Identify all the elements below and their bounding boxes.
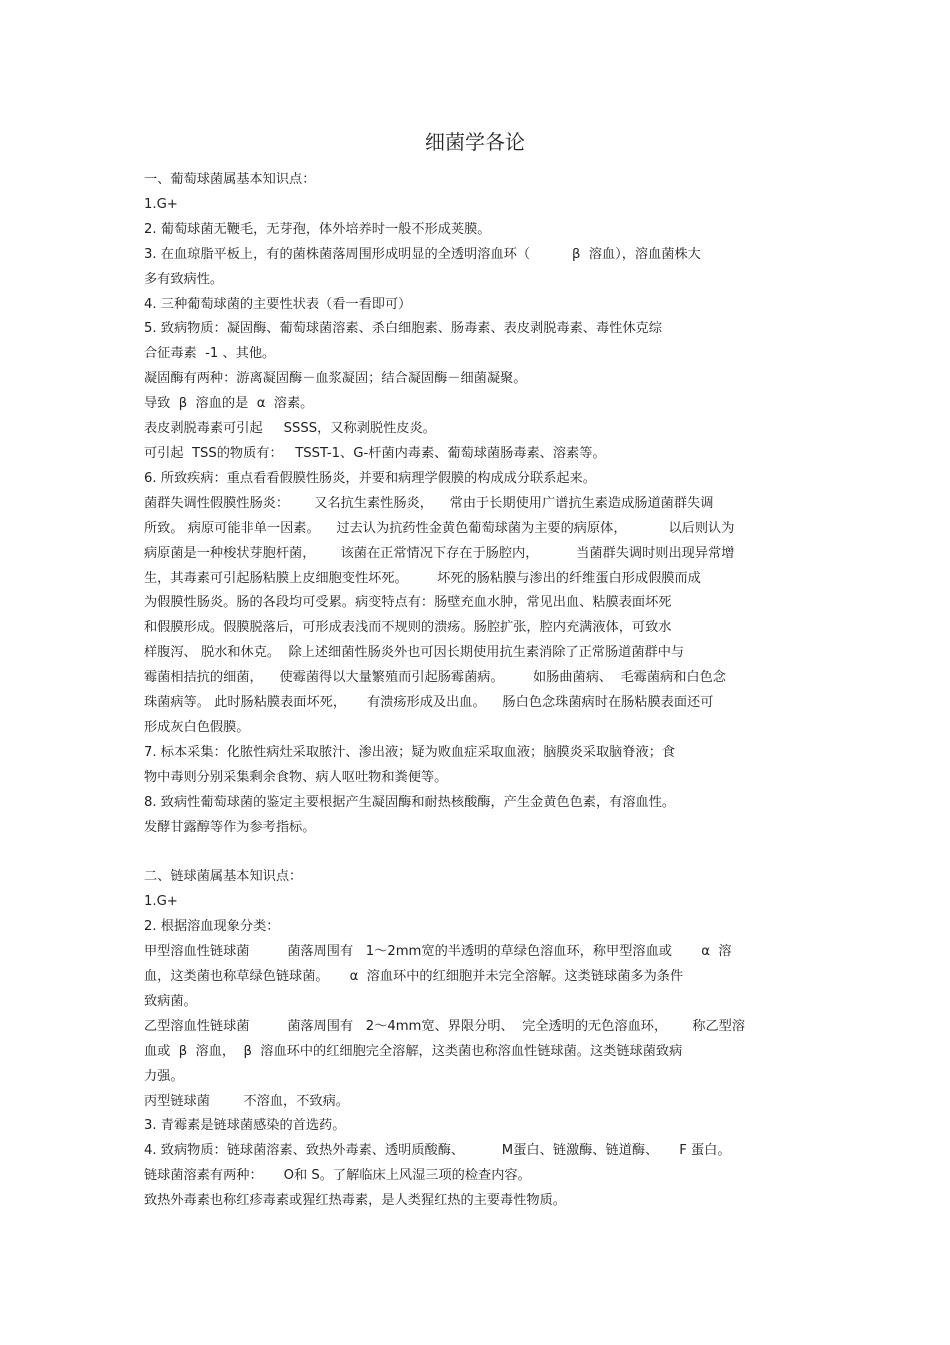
text-line: 样腹泻、 脱水和休克。 除上述细菌性肠炎外也可因长期使用抗生素消除了正常肠道菌群中与 xyxy=(144,645,685,661)
text-line: 一、葡萄球菌属基本知识点： xyxy=(144,172,316,187)
text-line: 7. 标本采集：化脓性病灶采取脓汁、渗出液；疑为败血症采取血液；脑膜炎采取脑脊液；食 xyxy=(144,744,676,760)
text-line: 形成灰白色假膜。 xyxy=(144,719,250,735)
text-line: 所致。 病原可能非单一因素。 过去认为抗药性金黄色葡萄球菌为主要的病原体， 以后则认为 xyxy=(144,520,735,536)
text-line: 4. 致病物质：链球菌溶素、致热外毒素、透明质酸酶、 M蛋白、链激酶、链道酶、 F 蛋白。 xyxy=(144,1143,731,1159)
text-line: 珠菌病等。 此时肠粘膜表面坏死， 有溃疡形成及出血。 肠白色念珠菌病时在肠粘膜表面还可 xyxy=(144,695,714,711)
document-title: 细菌学各论 xyxy=(425,130,525,154)
text-line: 甲型溶血性链球菌 菌落周围有 1～2mm宽的半透明的草绿色溶血环，称甲型溶血或 α 溶 xyxy=(144,944,732,960)
text-line: 3. 在血琼脂平板上，有的菌株菌落周围形成明显的全透明溶血环（ β 溶血），溶血菌株大 xyxy=(144,246,701,262)
text-line: 1.G+ xyxy=(144,894,178,910)
text-line: 发酵甘露醇等作为参考指标。 xyxy=(144,819,316,835)
text-line: 生，其毒素可引起肠粘膜上皮细胞变性坏死。 坏死的肠粘膜与渗出的纤维蛋白形成假膜而成 xyxy=(144,570,701,586)
text-line: 导致 β 溶血的是 α 溶素。 xyxy=(144,396,314,412)
text-line: 1.G+ xyxy=(144,196,178,212)
text-line: 物中毒则分别采集剩余食物、病人呕吐物和粪便等。 xyxy=(144,769,448,785)
text-line: 4. 三种葡萄球菌的主要性状表（看一看即可） xyxy=(144,296,412,312)
text-line: 6. 所致疾病：重点看看假膜性肠炎，并要和病理学假膜的构成成分联系起来。 xyxy=(144,470,596,486)
text-line: 病原菌是一种梭状芽胞杆菌， 该菌在正常情况下存在于肠腔内， 当菌群失调时则出现异常增 xyxy=(144,545,735,561)
blank-line xyxy=(144,840,809,865)
text-line: 乙型溶血性链球菌 菌落周围有 2～4mm宽、界限分明、 完全透明的无色溶血环， 称乙型溶 xyxy=(144,1018,746,1034)
text-line: 丙型链球菌 不溶血，不致病。 xyxy=(144,1093,349,1109)
text-line: 多有致病性。 xyxy=(144,271,224,287)
text-line: 8. 致病性葡萄球菌的鉴定主要根据产生凝固酶和耐热核酸酶，产生金黄色色素，有溶血性。 xyxy=(144,794,676,810)
text-line: 表皮剥脱毒素可引起 SSSS，又称剥脱性皮炎。 xyxy=(144,421,436,437)
text-line: 致热外毒素也称红疹毒素或猩红热毒素，是人类猩红热的主要毒性物质。 xyxy=(144,1193,566,1209)
document-body xyxy=(144,168,809,1214)
text-line: 血，这类菌也称草绿色链球菌。 α 溶血环中的红细胞并未完全溶解。这类链球菌多为条件 xyxy=(144,969,684,984)
text-line: 为假膜性肠炎。肠的各段均可受累。病变特点有：肠壁充血水肿，常见出血、粘膜表面坏死 xyxy=(144,595,672,611)
text-line: 霉菌相拮抗的细菌， 使霉菌得以大量繁殖而引起肠霉菌病。 如肠曲菌病、 毛霉菌病和白色念 xyxy=(144,670,726,686)
text-line: 2. 葡萄球菌无鞭毛，无芽孢，体外培养时一般不形成荚膜。 xyxy=(144,221,491,237)
text-line: 二、链球菌属基本知识点： xyxy=(144,869,303,885)
text-line: 致病菌。 xyxy=(144,993,197,1009)
text-line: 链球菌溶素有两种： O和 S。了解临床上风湿三项的检查内容。 xyxy=(144,1168,531,1184)
text-line: 合征毒素 -1 、其他。 xyxy=(144,346,276,362)
text-line: 和假膜形成。假膜脱落后，可形成表浅而不规则的溃疡。肠腔扩张，腔内充满液体，可致水 xyxy=(144,620,672,636)
text-line: 菌群失调性假膜性肠炎： 又名抗生素性肠炎， 常由于长期使用广谱抗生素造成肠道菌群失调 xyxy=(144,495,714,511)
text-line: 凝固酶有两种：游离凝固酶－血浆凝固；结合凝固酶－细菌凝聚。 xyxy=(144,371,527,387)
text-line: 2. 根据溶血现象分类： xyxy=(144,919,280,935)
text-line: 5. 致病物质：凝固酶、葡萄球菌溶素、杀白细胞素、肠毒素、表皮剥脱毒素、毒性休克综 xyxy=(144,321,662,337)
text-line: 可引起 TSS的物质有： TSST-1、G-杆菌内毒素、葡萄球菌肠毒素、溶素等。 xyxy=(144,445,606,461)
text-line: 力强。 xyxy=(144,1068,184,1084)
text-line: 3. 青霉素是链球菌感染的首选药。 xyxy=(144,1118,346,1134)
text-line: 血或 β 溶血， β 溶血环中的红细胞完全溶解，这类菌也称溶血性链球菌。这类链球菌致病 xyxy=(144,1043,683,1059)
